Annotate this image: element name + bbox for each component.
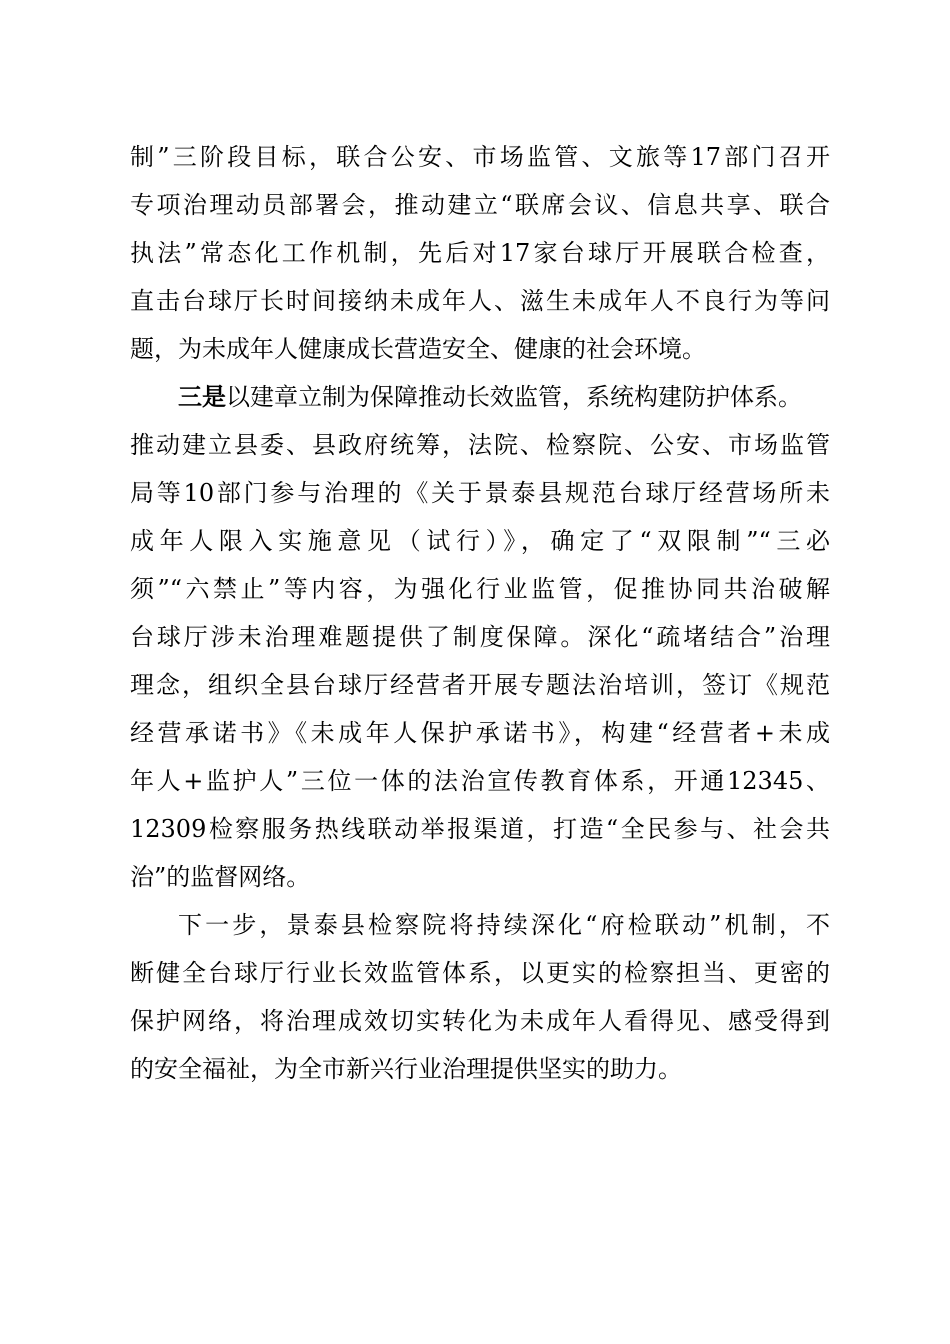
paragraph-line: 局等10部门参与治理的《关于景泰县规范台球厅经营场所未 (130, 479, 830, 507)
paragraph-line: 题，为未成年人健康成长营造安全、健康的社会环境。 (130, 335, 706, 363)
paragraph-line: 治”的监督网络。 (130, 863, 311, 891)
paragraph-line: 专项治理动员部署会，推动建立“联席会议、信息共享、联合 (130, 191, 830, 219)
paragraph-line: 年人+监护人”三位一体的法治宣传教育体系，开通12345、 (130, 767, 830, 795)
paragraph-line: 推动建立县委、县政府统筹，法院、检察院、公安、市场监管 (130, 431, 830, 459)
paragraph-line: 成年人限入实施意见（试行）》，确定了“双限制”“三必 (130, 527, 830, 555)
paragraph-line: 保护网络，将治理成效切实转化为未成年人看得见、感受得到 (130, 1007, 830, 1035)
paragraph-line: 断健全台球厅行业长效监管体系，以更实的检察担当、更密的 (130, 959, 830, 987)
paragraph-line: 台球厅涉未治理难题提供了制度保障。深化“疏堵结合”治理 (130, 623, 830, 651)
paragraph-1 (130, 133, 830, 373)
paragraph-first-line (130, 373, 830, 421)
paragraph-2 (130, 373, 830, 901)
paragraph-line: 须”“六禁止”等内容，为强化行业监管，促推协同共治破解 (130, 575, 830, 603)
paragraph-3 (130, 901, 830, 1093)
paragraph-line: 的安全福祉，为全市新兴行业治理提供坚实的助力。 (130, 1055, 682, 1083)
paragraph-line: 12309检察服务热线联动举报渠道，打造“全民参与、社会共 (130, 815, 830, 843)
paragraph-line: 执法”常态化工作机制，先后对17家台球厅开展联合检查， (130, 239, 830, 267)
paragraph-line: 制”三阶段目标，联合公安、市场监管、文旅等17部门召开 (130, 143, 830, 171)
paragraph-line: 理念，组织全县台球厅经营者开展专题法治培训，签订《规范 (130, 671, 830, 699)
paragraph-first-line: 下一步，景泰县检察院将持续深化“府检联动”机制，不 (178, 911, 830, 939)
paragraph-line: 经营承诺书》《未成年人保护承诺书》，构建“经营者+未成 (130, 719, 830, 747)
paragraph-first-line-rest: 以建章立制为保障推动长效监管，系统构建防护体系。 (226, 383, 802, 411)
paragraph-lead-text: 三是 (178, 382, 226, 411)
document-body (130, 133, 830, 1093)
paragraph-line: 直击台球厅长时间接纳未成年人、滋生未成年人不良行为等问 (130, 287, 830, 315)
